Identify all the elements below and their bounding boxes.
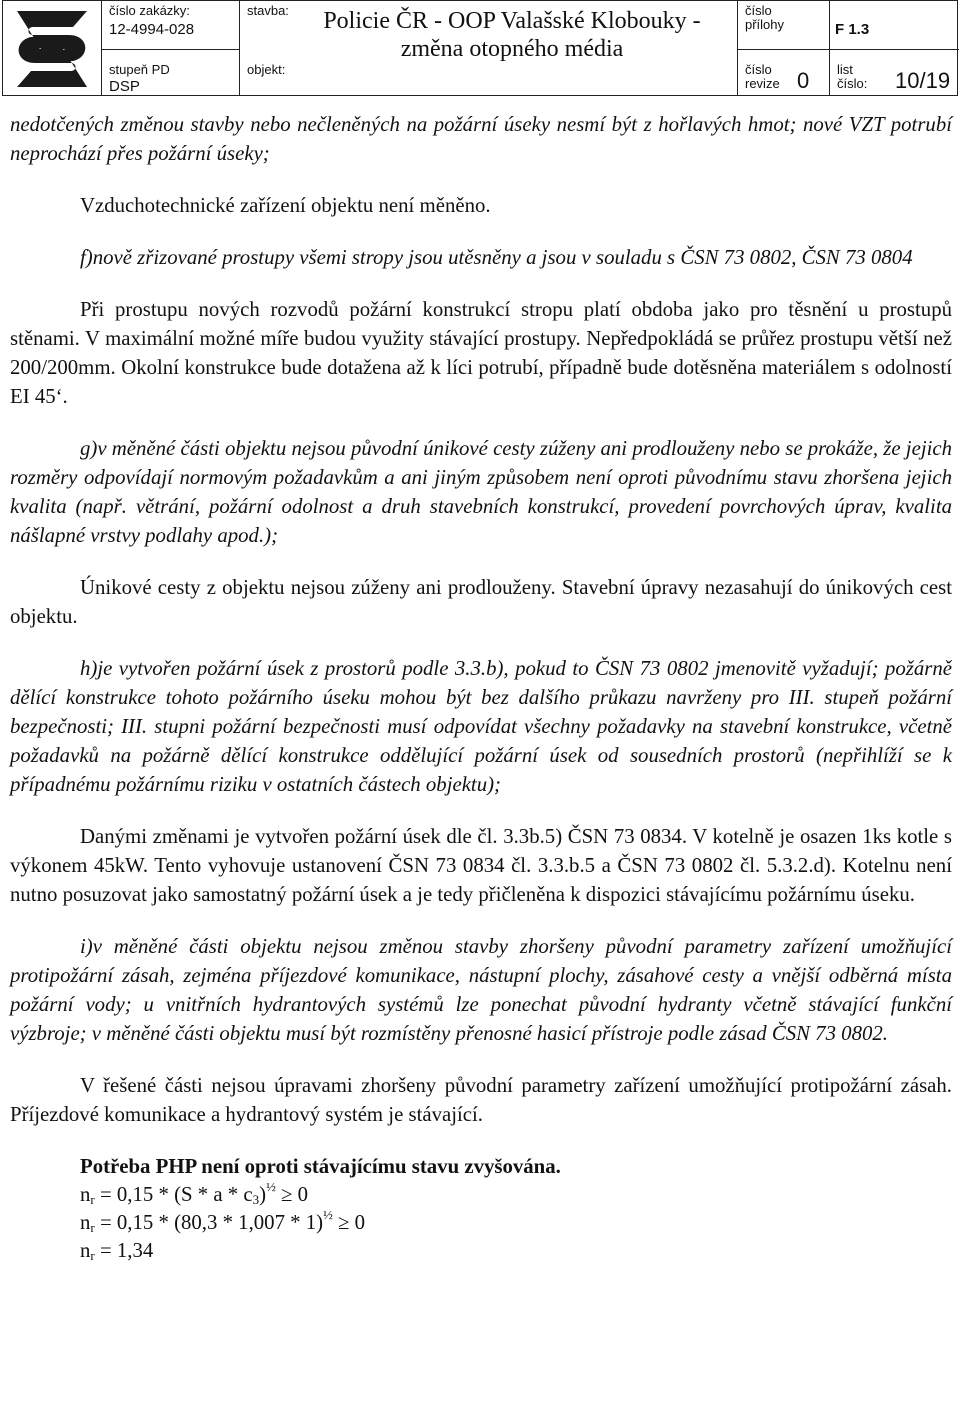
php-heading: Potřeba PHP není oproti stávajícímu stavu zvyšována. <box>80 1155 561 1178</box>
project-title-line1: Policie ČR - OOP Valašské Klobouky - <box>323 8 701 34</box>
formula-2-exp: ½ <box>323 1207 333 1222</box>
paragraph-1: nedotčených změnou stavby nebo nečleněných na požární úseky nesmí být z hořlavých hmot; nové VZT potrubí neprochází přes požární úseky; <box>10 113 952 165</box>
cislo-revize-value: 0 <box>797 68 810 93</box>
cislo-revize-label2: revize <box>745 76 780 91</box>
paragraph-g: g)v měněné části objektu nejsou původní únikové cesty zúženy ani prodlouženy nebo se prokáže, že jejich rozměry odpovídají normovým požadavkům a ani jiným způsobem není oproti původnímu stavu zhoršena jejich kvalita (např. větrání, požární odolnost a druh stavebních konstrukcí, provedení povrchových úprav, kvalita nášlapné vrstvy podlahy apod.); <box>10 437 952 547</box>
formula-3-sub: r <box>90 1248 95 1263</box>
paragraph-4: Při prostupu nových rozvodů požární konstrukcí stropu platí obdoba jako pro těsnění u prostupů stěnami. V maximální možné míře budou využity stávající prostupy. Nepředpokládá se průřez prostupu větší než 200/200mm. Okolní konstrukce bude dotažena až k líci potrubí, případně bude dotěsněna materiálem s odolností EI 45‘. <box>10 298 952 408</box>
objekt-label: objekt: <box>247 62 286 77</box>
formula-3-lhs: n <box>80 1239 91 1262</box>
formula-1-sub3: 3 <box>252 1192 260 1207</box>
formula-2-mid: = 0,15 * (80,3 * 1,007 * 1) <box>94 1211 324 1234</box>
list-label2: číslo: <box>837 76 868 91</box>
formula-2-sub: r <box>90 1220 95 1235</box>
formula-1-lhs: n <box>80 1183 91 1206</box>
document-body <box>10 110 952 1265</box>
project-title <box>311 7 713 63</box>
paragraph-f: f)nově zřizované prostupy všemi stropy jsou utěsněny a jsou v souladu s ČSN 73 0802, ČSN 73 0804 <box>80 246 913 269</box>
paragraph-h: h)je vytvořen požární úsek z prostorů podle 3.3.b), pokud to ČSN 73 0802 jmenovitě vyžadují; požárně dělící konstrukce tohoto požárního úseku mohou být bez dalšího průkazu navrženy pro III. stupeň požární bezpečnosti; III. stupni požární bezpečnosti musí odpovídat všechny požadavky na stavební konstrukce, včetně požadavků na požárně dělící konstrukce oddělující požární úsek od sousedních prostorů (nepřihlíží se k případnému požárnímu riziku v ostatních částech objektu); <box>10 657 952 796</box>
paragraph-8: Danými změnami je vytvořen požární úsek dle čl. 3.3b.5) ČSN 73 0834. V kotelně je osazen 1ks kotle s výkonem 45kW. Tento vyhovuje ustanovení ČSN 73 0834 čl. 3.3.b.5 a ČSN 73 0802 čl. 5.3.2.d). Kotelnu není nutno posuzovat jako samostatný požární úsek a je tedy přičleněna k dispozici stávajícímu požárnímu úseku. <box>10 825 952 906</box>
paragraph-i: i)v měněné části objektu nejsou změnou stavby zhoršeny původní parametry zařízení umožňující protipožární zásah, zejména příjezdové komunikace, nástupní plochy, zásahové cesty a vnější odběrná místa požární vody; u vnitřních hydrantových systémů lze ponechat původní hydranty včetně stávající funkční výzbroje; v měněné části objektu musí být rozmístěny přenosné hasicí přístroje podle zásad ČSN 73 0802. <box>10 935 952 1045</box>
formula-2-lhs: n <box>80 1211 91 1234</box>
paragraph-6: Únikové cesty z objektu nejsou zúženy ani prodlouženy. Stavební úpravy nezasahují do únikových cest objektu. <box>10 576 952 628</box>
formula-1-rhs: ≥ 0 <box>275 1183 309 1206</box>
stupen-value: DSP <box>109 78 140 95</box>
formula-2 <box>10 1209 952 1237</box>
formula-2-rhs: ≥ 0 <box>332 1211 366 1234</box>
formula-1-close: ) <box>259 1183 267 1206</box>
list-label1: list <box>837 62 853 77</box>
company-logo <box>11 9 93 89</box>
formula-1-sub: r <box>90 1192 95 1207</box>
cislo-revize-label1: číslo <box>745 62 772 77</box>
list-cislo-value: 10/19 <box>895 68 951 93</box>
formula-1-exp: ½ <box>266 1179 276 1194</box>
formula-1-mid: = 0,15 * (S * a * c <box>94 1183 253 1206</box>
formula-3-rhs: = 1,34 <box>94 1239 154 1262</box>
paragraph-2: Vzduchotechnické zařízení objektu není měněno. <box>80 194 491 217</box>
paragraph-10: V řešené části nejsou úpravami zhoršeny původní parametry zařízení umožňující protipožární zásah. Příjezdové komunikace a hydrantový systém je stávající. <box>10 1074 952 1126</box>
formula-1 <box>10 1181 952 1209</box>
stupen-label: stupeň PD <box>109 62 170 77</box>
formula-3 <box>10 1237 952 1265</box>
cislo-prilohy-label2: přílohy <box>745 17 785 32</box>
cislo-prilohy-value: F 1.3 <box>835 21 870 38</box>
cislo-prilohy-label1: číslo <box>745 3 772 18</box>
cislo-zakazky-label: číslo zakázky: <box>109 3 190 18</box>
title-block <box>2 0 958 96</box>
cislo-zakazky-value: 12-4994-028 <box>109 21 195 38</box>
project-title-line2: změna otopného média <box>400 36 624 62</box>
stavba-label: stavba: <box>247 3 289 18</box>
